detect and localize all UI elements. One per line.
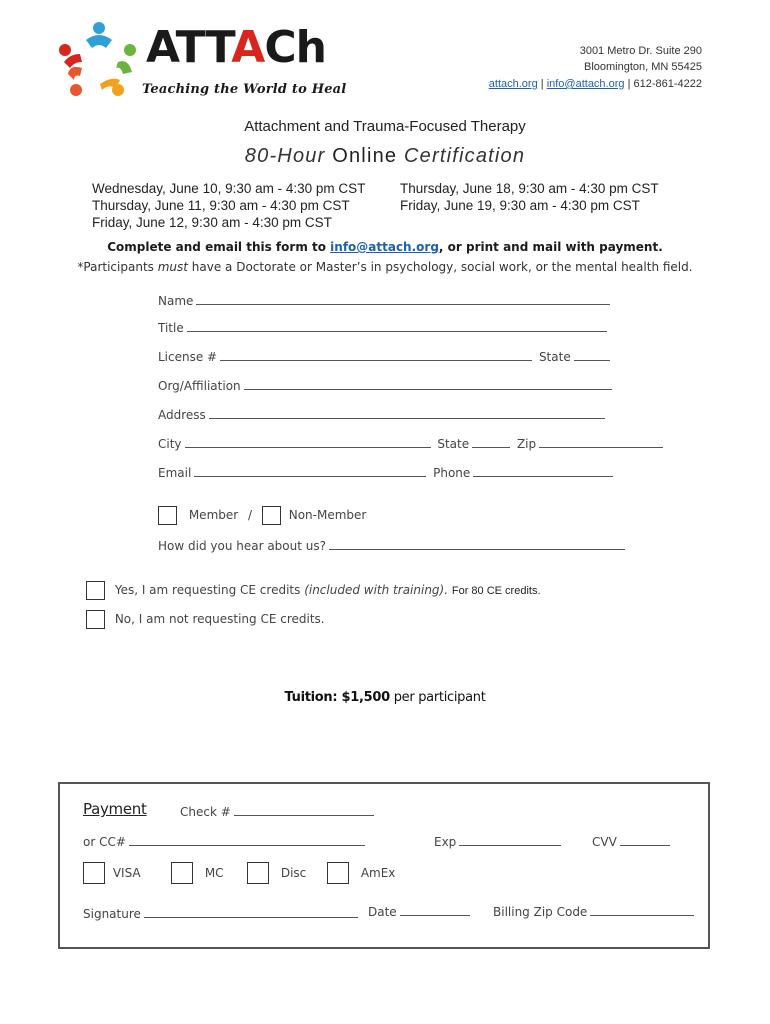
ce-yes-checkbox[interactable] — [86, 581, 105, 600]
billing-zip-blank[interactable] — [590, 903, 694, 916]
phone-number: | 612-861-4222 — [627, 78, 702, 90]
elig-post: have a Doctorate or Master’s in psychology, social work, or the mental health field. — [187, 260, 693, 274]
referral-label: How did you hear about us? — [158, 539, 326, 553]
logo-tagline: Teaching the World to Heal — [142, 82, 347, 97]
logo-letter: C — [264, 22, 296, 73]
elig-pre: *Participants — [77, 260, 158, 274]
zip-blank[interactable] — [539, 435, 663, 448]
exp-field[interactable] — [434, 833, 564, 849]
name-blank[interactable] — [196, 292, 610, 305]
session-date: Friday, June 12, 9:30 am - 4:30 pm CST — [92, 215, 332, 230]
title-online: Online — [332, 145, 398, 167]
exp-label: Exp — [434, 835, 457, 849]
address-field[interactable] — [158, 406, 608, 422]
logo-letter: T — [205, 22, 232, 73]
instructions — [0, 240, 770, 254]
billing-zip-field[interactable] — [493, 903, 697, 919]
license-blank[interactable] — [220, 348, 532, 361]
billing-zip-label: Billing Zip Code — [493, 905, 588, 919]
mc-label: MC — [204, 865, 224, 880]
ce-no-row — [86, 610, 325, 629]
exp-blank[interactable] — [459, 833, 561, 846]
title-field[interactable] — [158, 319, 610, 335]
non-member-label: Non-Member — [288, 508, 367, 522]
title-pre: 80-Hour — [244, 145, 333, 167]
logo-letter: h — [295, 22, 326, 73]
instructions-email-link[interactable]: info@attach.org — [330, 240, 439, 254]
ce-no-label: No, I am not requesting CE credits. — [114, 612, 325, 626]
logo-wordmark — [146, 22, 326, 73]
instructions-post: , or print and mail with payment. — [438, 240, 663, 254]
cc-field[interactable] — [83, 833, 368, 849]
tuition-suffix: per participant — [389, 690, 486, 705]
email-link[interactable]: info@attach.org — [546, 78, 625, 90]
city-state-blank[interactable] — [472, 435, 510, 448]
membership-row — [158, 506, 366, 525]
session-date: Friday, June 19, 9:30 am - 4:30 pm CST — [400, 198, 640, 213]
city-label: City — [158, 437, 182, 451]
title-post: Certification — [397, 145, 526, 167]
session-date: Thursday, June 18, 9:30 am - 4:30 pm CST — [400, 181, 659, 196]
city-blank[interactable] — [185, 435, 431, 448]
referral-field[interactable] — [158, 537, 628, 553]
disc-checkbox[interactable] — [247, 862, 269, 884]
email-blank[interactable] — [194, 464, 426, 477]
disc-label: Disc — [280, 865, 307, 880]
ce-yes-note: For 80 CE credits. — [451, 585, 541, 597]
city-field[interactable] — [158, 435, 666, 451]
signature-field[interactable] — [83, 905, 361, 921]
check-blank[interactable] — [234, 803, 374, 816]
email-field[interactable] — [158, 464, 616, 480]
cc-label: or CC# — [83, 835, 126, 849]
website-link[interactable]: attach.org — [488, 78, 538, 90]
visa-checkbox[interactable] — [83, 862, 105, 884]
ce-yes-label: Yes, I am requesting CE credits — [114, 583, 305, 597]
license-state-blank[interactable] — [574, 348, 610, 361]
check-field[interactable] — [180, 803, 377, 819]
program-subtitle: Attachment and Trauma-Focused Therapy — [244, 118, 526, 135]
email-label: Email — [158, 466, 192, 480]
logo-letter: T — [175, 22, 206, 73]
date-blank[interactable] — [400, 903, 470, 916]
address-blank[interactable] — [209, 406, 605, 419]
phone-label: Phone — [433, 466, 471, 480]
non-member-checkbox[interactable] — [262, 506, 281, 525]
address-label: Address — [158, 408, 206, 422]
ce-yes-row — [86, 581, 541, 600]
signature-blank[interactable] — [144, 905, 358, 918]
name-label: Name — [158, 294, 194, 308]
date-field[interactable] — [368, 903, 473, 919]
date-label: Date — [368, 905, 397, 919]
member-slash: / — [248, 508, 253, 522]
logo-letter: A — [146, 22, 176, 73]
zip-label: Zip — [516, 437, 537, 451]
card-type-row — [83, 862, 141, 884]
signature-label: Signature — [83, 907, 141, 921]
title-blank[interactable] — [187, 319, 607, 332]
license-state-label: State — [538, 350, 571, 364]
name-field[interactable] — [158, 292, 613, 308]
cc-blank[interactable] — [129, 833, 365, 846]
contact-separator: | — [537, 78, 547, 90]
address-line-2: Bloomington, MN 55425 — [583, 61, 702, 73]
disc-option — [247, 862, 306, 884]
check-label: Check # — [180, 805, 231, 819]
ce-no-checkbox[interactable] — [86, 610, 105, 629]
cvv-blank[interactable] — [620, 833, 670, 846]
session-date: Thursday, June 11, 9:30 am - 4:30 pm CST — [92, 198, 350, 213]
session-date: Wednesday, June 10, 9:30 am - 4:30 pm CST — [92, 181, 366, 196]
elig-em: must — [157, 260, 188, 274]
logo-letter: A — [231, 22, 265, 73]
title-label: Title — [158, 321, 184, 335]
address-line-1: 3001 Metro Dr. Suite 290 — [579, 45, 702, 57]
license-field[interactable] — [158, 348, 613, 364]
city-state-label: State — [437, 437, 470, 451]
member-checkbox[interactable] — [158, 506, 177, 525]
payment-title: Payment — [83, 800, 147, 818]
amex-checkbox[interactable] — [327, 862, 349, 884]
instructions-pre: Complete and email this form to — [107, 240, 331, 254]
mc-option — [171, 862, 224, 884]
tuition — [0, 690, 770, 705]
org-blank[interactable] — [244, 377, 612, 390]
certification-title — [0, 145, 770, 168]
amex-option — [327, 862, 395, 884]
amex-label: AmEx — [360, 865, 396, 880]
license-label: License # — [158, 350, 218, 364]
cvv-label: CVV — [592, 835, 617, 849]
attach-logo-icon — [56, 18, 142, 100]
member-label: Member — [188, 508, 239, 522]
ce-yes-em: (included with training). — [304, 583, 449, 597]
referral-blank[interactable] — [329, 537, 625, 550]
org-label: Org/Affiliation — [158, 379, 241, 393]
eligibility-note — [0, 260, 770, 274]
phone-blank[interactable] — [473, 464, 613, 477]
mc-checkbox[interactable] — [171, 862, 193, 884]
cvv-field[interactable] — [592, 833, 673, 849]
contact-line — [489, 75, 702, 93]
tuition-amount: Tuition: $1,500 — [284, 690, 390, 705]
org-field[interactable] — [158, 377, 615, 393]
visa-label: VISA — [112, 865, 141, 880]
